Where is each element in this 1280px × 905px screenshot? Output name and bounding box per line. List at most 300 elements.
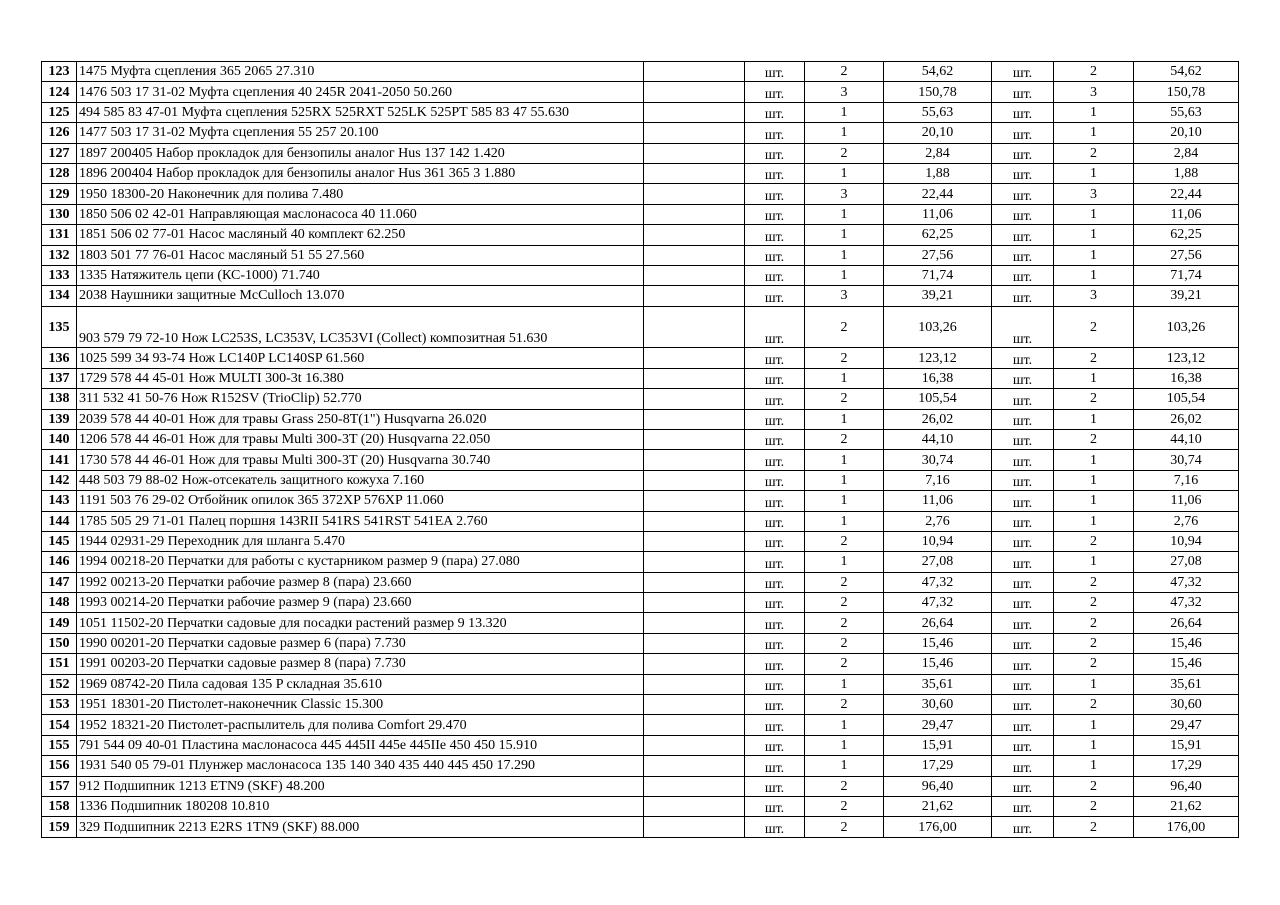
unit-cell: шт.: [745, 204, 805, 224]
unit-cell: шт.: [745, 62, 805, 82]
quantity-cell: 1: [805, 204, 884, 224]
row-number: 124: [42, 82, 77, 102]
table-row: [42, 491, 1239, 511]
item-description: 1991 00203-20 Перчатки садовые размер 8 (пара) 7.730: [77, 654, 644, 674]
quantity-cell-2: 2: [1054, 348, 1134, 368]
row-number: 146: [42, 552, 77, 572]
table-row: [42, 348, 1239, 368]
blank-cell: [644, 756, 745, 776]
quantity-cell: 2: [805, 817, 884, 837]
quantity-cell-2: 1: [1054, 204, 1134, 224]
unit-cell-2: шт.: [992, 102, 1054, 122]
unit-cell: шт.: [745, 306, 805, 348]
item-description: 1206 578 44 46-01 Нож для травы Multi 300-3T (20) Husqvarna 22.050: [77, 429, 644, 449]
amount-cell-2: 39,21: [1134, 286, 1239, 306]
table-row: [42, 163, 1239, 183]
quantity-cell: 2: [805, 633, 884, 653]
unit-cell-2: шт.: [992, 245, 1054, 265]
quantity-cell: 1: [805, 265, 884, 285]
row-number: 123: [42, 62, 77, 82]
blank-cell: [644, 409, 745, 429]
unit-cell: шт.: [745, 470, 805, 490]
row-number: 130: [42, 204, 77, 224]
item-description: 448 503 79 88-02 Нож-отсекатель защитного кожуха 7.160: [77, 470, 644, 490]
row-number: 127: [42, 143, 77, 163]
amount-cell: 30,74: [884, 450, 992, 470]
row-number: 151: [42, 654, 77, 674]
table-row: [42, 409, 1239, 429]
unit-cell-2: шт.: [992, 715, 1054, 735]
quantity-cell-2: 2: [1054, 633, 1134, 653]
table-row: [42, 674, 1239, 694]
unit-cell-2: шт.: [992, 695, 1054, 715]
table-row: [42, 204, 1239, 224]
blank-cell: [644, 368, 745, 388]
quantity-cell-2: 1: [1054, 715, 1134, 735]
amount-cell-2: 17,29: [1134, 756, 1239, 776]
unit-cell: шт.: [745, 82, 805, 102]
quantity-cell: 2: [805, 348, 884, 368]
blank-cell: [644, 62, 745, 82]
unit-cell-2: шт.: [992, 389, 1054, 409]
unit-cell: шт.: [745, 143, 805, 163]
quantity-cell: 2: [805, 572, 884, 592]
amount-cell: 29,47: [884, 715, 992, 735]
unit-cell: шт.: [745, 613, 805, 633]
quantity-cell: 1: [805, 450, 884, 470]
unit-cell: шт.: [745, 654, 805, 674]
unit-cell: шт.: [745, 409, 805, 429]
amount-cell: 105,54: [884, 389, 992, 409]
table-row: [42, 756, 1239, 776]
quantity-cell-2: 2: [1054, 306, 1134, 348]
blank-cell: [644, 776, 745, 796]
quantity-cell-2: 2: [1054, 429, 1134, 449]
quantity-cell-2: 1: [1054, 735, 1134, 755]
unit-cell-2: шт.: [992, 511, 1054, 531]
blank-cell: [644, 82, 745, 102]
table-row: [42, 552, 1239, 572]
table-row: [42, 593, 1239, 613]
amount-cell: 20,10: [884, 123, 992, 143]
unit-cell-2: шт.: [992, 163, 1054, 183]
unit-cell-2: шт.: [992, 633, 1054, 653]
amount-cell-2: 1,88: [1134, 163, 1239, 183]
quantity-cell: 2: [805, 613, 884, 633]
blank-cell: [644, 654, 745, 674]
unit-cell-2: шт.: [992, 817, 1054, 837]
unit-cell-2: шт.: [992, 735, 1054, 755]
unit-cell-2: шт.: [992, 491, 1054, 511]
item-description: 1191 503 76 29-02 Отбойник опилок 365 372XP 576XP 11.060: [77, 491, 644, 511]
amount-cell-2: 71,74: [1134, 265, 1239, 285]
unit-cell: шт.: [745, 286, 805, 306]
item-description: 1950 18300-20 Наконечник для полива 7.480: [77, 184, 644, 204]
table-row: [42, 531, 1239, 551]
unit-cell-2: шт.: [992, 531, 1054, 551]
amount-cell-2: 30,74: [1134, 450, 1239, 470]
amount-cell-2: 2,76: [1134, 511, 1239, 531]
unit-cell: шт.: [745, 796, 805, 816]
table-row: [42, 450, 1239, 470]
amount-cell: 150,78: [884, 82, 992, 102]
quantity-cell-2: 3: [1054, 286, 1134, 306]
unit-cell: шт.: [745, 633, 805, 653]
table-row: [42, 776, 1239, 796]
amount-cell-2: 176,00: [1134, 817, 1239, 837]
unit-cell-2: шт.: [992, 796, 1054, 816]
unit-cell-2: шт.: [992, 286, 1054, 306]
amount-cell: 44,10: [884, 429, 992, 449]
quantity-cell: 1: [805, 163, 884, 183]
amount-cell-2: 29,47: [1134, 715, 1239, 735]
unit-cell: шт.: [745, 450, 805, 470]
amount-cell-2: 54,62: [1134, 62, 1239, 82]
amount-cell: 11,06: [884, 204, 992, 224]
quantity-cell-2: 2: [1054, 796, 1134, 816]
unit-cell: шт.: [745, 102, 805, 122]
quantity-cell-2: 1: [1054, 409, 1134, 429]
unit-cell: шт.: [745, 163, 805, 183]
unit-cell-2: шт.: [992, 674, 1054, 694]
quantity-cell: 1: [805, 123, 884, 143]
item-description: 1336 Подшипник 180208 10.810: [77, 796, 644, 816]
item-description: 1944 02931-29 Переходник для шланга 5.470: [77, 531, 644, 551]
quantity-cell: 2: [805, 389, 884, 409]
item-description: 1897 200405 Набор прокладок для бензопилы аналог Hus 137 142 1.420: [77, 143, 644, 163]
blank-cell: [644, 817, 745, 837]
unit-cell: шт.: [745, 511, 805, 531]
blank-cell: [644, 306, 745, 348]
quantity-cell: 2: [805, 429, 884, 449]
row-number: 155: [42, 735, 77, 755]
item-description: 311 532 41 50-76 Нож R152SV (TrioClip) 52.770: [77, 389, 644, 409]
amount-cell-2: 15,91: [1134, 735, 1239, 755]
amount-cell-2: 15,46: [1134, 654, 1239, 674]
quantity-cell-2: 1: [1054, 368, 1134, 388]
quantity-cell: 1: [805, 735, 884, 755]
quantity-cell-2: 1: [1054, 163, 1134, 183]
unit-cell-2: шт.: [992, 613, 1054, 633]
quantity-cell-2: 3: [1054, 82, 1134, 102]
amount-cell: 22,44: [884, 184, 992, 204]
amount-cell: 15,46: [884, 654, 992, 674]
quantity-cell-2: 1: [1054, 450, 1134, 470]
amount-cell: 123,12: [884, 348, 992, 368]
unit-cell-2: шт.: [992, 265, 1054, 285]
blank-cell: [644, 265, 745, 285]
unit-cell-2: шт.: [992, 470, 1054, 490]
unit-cell: шт.: [745, 756, 805, 776]
quantity-cell: 2: [805, 654, 884, 674]
amount-cell: 96,40: [884, 776, 992, 796]
quantity-cell: 1: [805, 470, 884, 490]
table-row: [42, 265, 1239, 285]
unit-cell-2: шт.: [992, 184, 1054, 204]
amount-cell-2: 26,64: [1134, 613, 1239, 633]
table-row: [42, 306, 1239, 348]
table-row: [42, 613, 1239, 633]
amount-cell: 26,02: [884, 409, 992, 429]
unit-cell-2: шт.: [992, 593, 1054, 613]
blank-cell: [644, 735, 745, 755]
item-description: 2038 Наушники защитные McCulloch 13.070: [77, 286, 644, 306]
blank-cell: [644, 613, 745, 633]
amount-cell-2: 96,40: [1134, 776, 1239, 796]
row-number: 137: [42, 368, 77, 388]
table-row: [42, 245, 1239, 265]
quantity-cell-2: 3: [1054, 184, 1134, 204]
table-row: [42, 633, 1239, 653]
items-table: [41, 61, 1239, 838]
blank-cell: [644, 470, 745, 490]
item-description: 1475 Муфта сцепления 365 2065 27.310: [77, 62, 644, 82]
table-row: [42, 82, 1239, 102]
item-description: 1992 00213-20 Перчатки рабочие размер 8 (пара) 23.660: [77, 572, 644, 592]
table-row: [42, 511, 1239, 531]
amount-cell: 26,64: [884, 613, 992, 633]
unit-cell: шт.: [745, 225, 805, 245]
row-number: 129: [42, 184, 77, 204]
item-description: 329 Подшипник 2213 E2RS 1TN9 (SKF) 88.000: [77, 817, 644, 837]
row-number: 158: [42, 796, 77, 816]
amount-cell-2: 62,25: [1134, 225, 1239, 245]
amount-cell-2: 20,10: [1134, 123, 1239, 143]
item-description: 1993 00214-20 Перчатки рабочие размер 9 (пара) 23.660: [77, 593, 644, 613]
amount-cell: 27,56: [884, 245, 992, 265]
blank-cell: [644, 204, 745, 224]
table-row: [42, 715, 1239, 735]
blank-cell: [644, 225, 745, 245]
row-number: 152: [42, 674, 77, 694]
item-description: 1476 503 17 31-02 Муфта сцепления 40 245R 2041-2050 50.260: [77, 82, 644, 102]
amount-cell: 47,32: [884, 572, 992, 592]
row-number: 150: [42, 633, 77, 653]
quantity-cell: 1: [805, 245, 884, 265]
quantity-cell-2: 2: [1054, 62, 1134, 82]
quantity-cell: 2: [805, 143, 884, 163]
row-number: 153: [42, 695, 77, 715]
row-number: 136: [42, 348, 77, 368]
unit-cell-2: шт.: [992, 82, 1054, 102]
blank-cell: [644, 491, 745, 511]
row-number: 148: [42, 593, 77, 613]
unit-cell-2: шт.: [992, 225, 1054, 245]
quantity-cell-2: 2: [1054, 817, 1134, 837]
amount-cell-2: 26,02: [1134, 409, 1239, 429]
amount-cell-2: 150,78: [1134, 82, 1239, 102]
quantity-cell: 3: [805, 286, 884, 306]
quantity-cell-2: 1: [1054, 756, 1134, 776]
unit-cell-2: шт.: [992, 409, 1054, 429]
row-number: 128: [42, 163, 77, 183]
unit-cell: шт.: [745, 389, 805, 409]
table-row: [42, 225, 1239, 245]
quantity-cell: 1: [805, 674, 884, 694]
quantity-cell: 1: [805, 511, 884, 531]
row-number: 138: [42, 389, 77, 409]
blank-cell: [644, 715, 745, 735]
quantity-cell: 1: [805, 552, 884, 572]
amount-cell-2: 27,08: [1134, 552, 1239, 572]
quantity-cell: 1: [805, 715, 884, 735]
table-row: [42, 143, 1239, 163]
blank-cell: [644, 674, 745, 694]
amount-cell-2: 55,63: [1134, 102, 1239, 122]
amount-cell-2: 44,10: [1134, 429, 1239, 449]
amount-cell: 103,26: [884, 306, 992, 348]
quantity-cell: 2: [805, 62, 884, 82]
item-description: 1025 599 34 93-74 Нож LC140P LC140SP 61.560: [77, 348, 644, 368]
quantity-cell: 2: [805, 593, 884, 613]
amount-cell: 55,63: [884, 102, 992, 122]
amount-cell-2: 21,62: [1134, 796, 1239, 816]
unit-cell: шт.: [745, 184, 805, 204]
item-description: 1477 503 17 31-02 Муфта сцепления 55 257 20.100: [77, 123, 644, 143]
item-description: 1335 Натяжитель цепи (КС-1000) 71.740: [77, 265, 644, 285]
table-row: [42, 695, 1239, 715]
quantity-cell-2: 1: [1054, 552, 1134, 572]
row-number: 125: [42, 102, 77, 122]
unit-cell-2: шт.: [992, 756, 1054, 776]
table-row: [42, 62, 1239, 82]
quantity-cell-2: 2: [1054, 572, 1134, 592]
amount-cell: 15,91: [884, 735, 992, 755]
unit-cell-2: шт.: [992, 552, 1054, 572]
unit-cell: шт.: [745, 817, 805, 837]
amount-cell: 2,76: [884, 511, 992, 531]
amount-cell-2: 15,46: [1134, 633, 1239, 653]
table-row: [42, 286, 1239, 306]
row-number: 143: [42, 491, 77, 511]
items-table-body: [42, 62, 1239, 838]
quantity-cell: 1: [805, 409, 884, 429]
item-description: 1969 08742-20 Пила садовая 135 P складная 35.610: [77, 674, 644, 694]
amount-cell-2: 47,32: [1134, 572, 1239, 592]
amount-cell-2: 11,06: [1134, 204, 1239, 224]
blank-cell: [644, 531, 745, 551]
amount-cell: 62,25: [884, 225, 992, 245]
blank-cell: [644, 245, 745, 265]
amount-cell: 17,29: [884, 756, 992, 776]
quantity-cell-2: 1: [1054, 491, 1134, 511]
quantity-cell: 1: [805, 491, 884, 511]
row-number: 132: [42, 245, 77, 265]
row-number: 126: [42, 123, 77, 143]
quantity-cell-2: 1: [1054, 225, 1134, 245]
item-description: 494 585 83 47-01 Муфта сцепления 525RX 525RXT 525LK 525PT 585 83 47 55.630: [77, 102, 644, 122]
blank-cell: [644, 184, 745, 204]
quantity-cell: 2: [805, 796, 884, 816]
table-row: [42, 389, 1239, 409]
unit-cell: шт.: [745, 348, 805, 368]
unit-cell: шт.: [745, 572, 805, 592]
row-number: 134: [42, 286, 77, 306]
unit-cell: шт.: [745, 531, 805, 551]
quantity-cell-2: 1: [1054, 265, 1134, 285]
item-description: 2039 578 44 40-01 Нож для травы Grass 250-8T(1") Husqvarna 26.020: [77, 409, 644, 429]
amount-cell: 1,88: [884, 163, 992, 183]
amount-cell: 54,62: [884, 62, 992, 82]
item-description: 903 579 79 72-10 Нож LC253S, LC353V, LC353VI (Collect) композитная 51.630: [77, 306, 644, 348]
amount-cell-2: 16,38: [1134, 368, 1239, 388]
unit-cell-2: шт.: [992, 348, 1054, 368]
amount-cell: 15,46: [884, 633, 992, 653]
table-row: [42, 102, 1239, 122]
quantity-cell-2: 1: [1054, 674, 1134, 694]
amount-cell: 11,06: [884, 491, 992, 511]
amount-cell: 176,00: [884, 817, 992, 837]
quantity-cell-2: 2: [1054, 695, 1134, 715]
amount-cell: 27,08: [884, 552, 992, 572]
amount-cell: 10,94: [884, 531, 992, 551]
row-number: 154: [42, 715, 77, 735]
unit-cell-2: шт.: [992, 429, 1054, 449]
amount-cell: 7,16: [884, 470, 992, 490]
item-description: 1994 00218-20 Перчатки для работы с кустарником размер 9 (пара) 27.080: [77, 552, 644, 572]
unit-cell: шт.: [745, 695, 805, 715]
blank-cell: [644, 123, 745, 143]
quantity-cell-2: 1: [1054, 123, 1134, 143]
unit-cell-2: шт.: [992, 654, 1054, 674]
quantity-cell: 1: [805, 368, 884, 388]
unit-cell: шт.: [745, 776, 805, 796]
unit-cell: шт.: [745, 735, 805, 755]
item-description: 1729 578 44 45-01 Нож MULTI 300-3t 16.380: [77, 368, 644, 388]
unit-cell: шт.: [745, 368, 805, 388]
unit-cell: шт.: [745, 245, 805, 265]
unit-cell-2: шт.: [992, 62, 1054, 82]
blank-cell: [644, 572, 745, 592]
amount-cell-2: 30,60: [1134, 695, 1239, 715]
unit-cell: шт.: [745, 552, 805, 572]
row-number: 131: [42, 225, 77, 245]
row-number: 139: [42, 409, 77, 429]
amount-cell-2: 103,26: [1134, 306, 1239, 348]
unit-cell-2: шт.: [992, 450, 1054, 470]
quantity-cell: 1: [805, 756, 884, 776]
quantity-cell-2: 1: [1054, 102, 1134, 122]
amount-cell: 47,32: [884, 593, 992, 613]
unit-cell: шт.: [745, 491, 805, 511]
table-row: [42, 654, 1239, 674]
table-row: [42, 735, 1239, 755]
amount-cell-2: 35,61: [1134, 674, 1239, 694]
quantity-cell: 1: [805, 102, 884, 122]
amount-cell-2: 7,16: [1134, 470, 1239, 490]
quantity-cell: 3: [805, 82, 884, 102]
table-row: [42, 184, 1239, 204]
row-number: 142: [42, 470, 77, 490]
item-description: 1931 540 05 79-01 Плунжер маслонасоса 135 140 340 435 440 445 450 17.290: [77, 756, 644, 776]
amount-cell: 2,84: [884, 143, 992, 163]
item-description: 1730 578 44 46-01 Нож для травы Multi 300-3T (20) Husqvarna 30.740: [77, 450, 644, 470]
quantity-cell-2: 1: [1054, 511, 1134, 531]
blank-cell: [644, 633, 745, 653]
blank-cell: [644, 695, 745, 715]
item-description: 1952 18321-20 Пистолет-распылитель для полива Comfort 29.470: [77, 715, 644, 735]
item-description: 1051 11502-20 Перчатки садовые для посадки растений размер 9 13.320: [77, 613, 644, 633]
row-number: 145: [42, 531, 77, 551]
unit-cell-2: шт.: [992, 776, 1054, 796]
row-number: 144: [42, 511, 77, 531]
row-number: 141: [42, 450, 77, 470]
quantity-cell: 2: [805, 306, 884, 348]
quantity-cell: 2: [805, 531, 884, 551]
blank-cell: [644, 511, 745, 531]
blank-cell: [644, 796, 745, 816]
amount-cell: 35,61: [884, 674, 992, 694]
